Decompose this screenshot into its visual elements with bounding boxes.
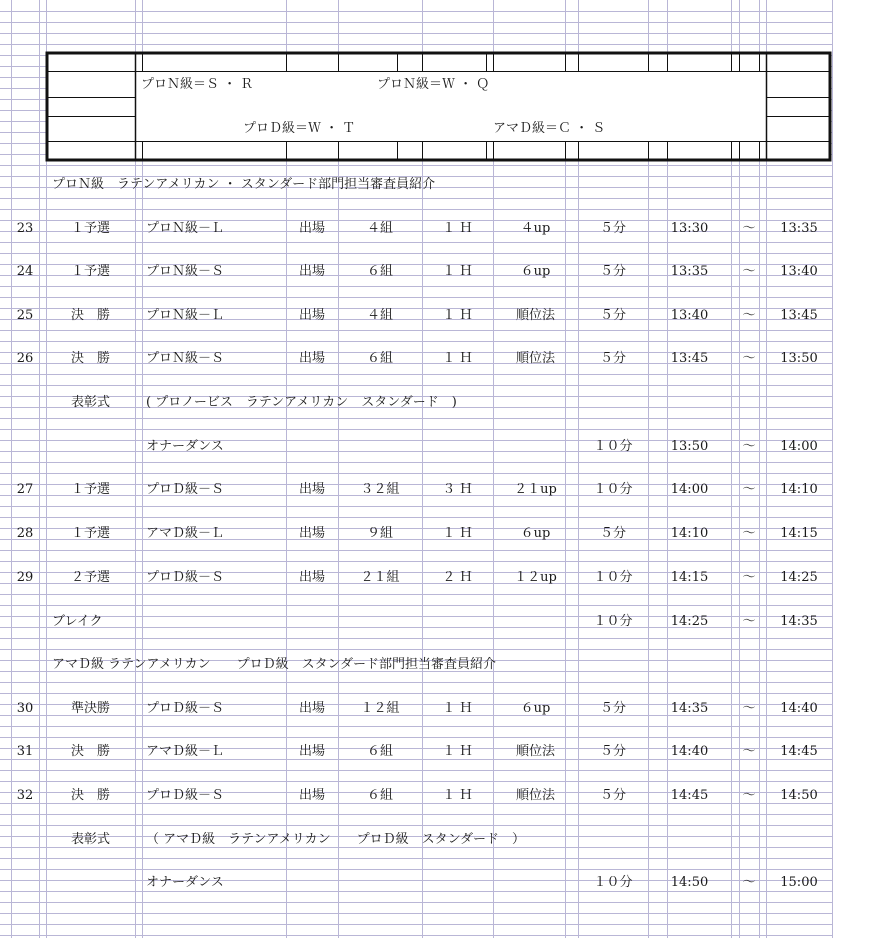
cell-event: アマＤ級－Ｌ (146, 744, 225, 759)
cell-rule: １２up (514, 570, 557, 585)
cell-rule: ４up (520, 221, 551, 236)
cell-start: 14:50 (670, 875, 709, 890)
cell-no: 30 (16, 701, 34, 716)
cell-rule: 順位法 (515, 351, 555, 366)
cell-heats: ２ Ｈ (442, 570, 473, 585)
cell-round: 準決勝 (70, 701, 110, 716)
honor-dance-label: オナーダンス (146, 439, 224, 454)
cell-no: 31 (16, 744, 34, 759)
cell-tilde: ～ (742, 308, 756, 323)
cell-entry: 出場 (298, 351, 325, 366)
cell-groups: ２１組 (360, 570, 400, 585)
break-label: ブレイク (52, 614, 103, 629)
cell-end: 14:50 (780, 788, 818, 803)
cell-groups: ４組 (366, 308, 393, 323)
cell-event: プロＤ級－Ｓ (146, 570, 225, 585)
cell-end: 14:00 (780, 439, 818, 454)
cell-round: 決 勝 (70, 788, 110, 803)
cell-end: 14:35 (780, 614, 818, 629)
cell-rule: ６up (520, 264, 551, 279)
cell-tilde: ～ (742, 351, 756, 366)
cell-duration: ５分 (599, 744, 626, 759)
cell-entry: 出場 (298, 308, 325, 323)
cell-event: プロＮ級－Ｌ (146, 221, 225, 236)
cell-groups: ６組 (366, 351, 393, 366)
cell-heats: ３ Ｈ (442, 482, 473, 497)
section-heading: アマＤ級 ラテンアメリカン プロＤ級 スタンダード部門担当審査員紹介 (52, 657, 497, 672)
cell-heats: １ Ｈ (442, 701, 473, 716)
cell-end: 14:25 (780, 570, 818, 585)
cell-round: １予選 (70, 526, 110, 541)
cell-start: 13:30 (670, 221, 709, 236)
ceremony-detail: ( プロノービス ラテンアメリカン スタンダード ) (146, 395, 457, 410)
cell-start: 14:40 (670, 744, 709, 759)
cell-start: 13:35 (670, 264, 709, 279)
cell-event: アマＤ級－Ｌ (146, 526, 225, 541)
cell-rule: 順位法 (515, 308, 555, 323)
cell-round: １予選 (70, 482, 110, 497)
cell-duration: ５分 (599, 701, 626, 716)
cell-end: 14:40 (780, 701, 818, 716)
cell-start: 13:45 (670, 351, 709, 366)
cell-end: 14:45 (780, 744, 818, 759)
cell-event: プロＮ級－Ｓ (146, 351, 225, 366)
cell-event: プロＮ級－Ｌ (146, 308, 225, 323)
cell-duration: １０分 (593, 439, 633, 454)
cell-duration: １０分 (593, 570, 633, 585)
ceremony-label: 表彰式 (70, 395, 110, 410)
cell-round: 決 勝 (70, 308, 110, 323)
ceremony-label: 表彰式 (70, 832, 110, 847)
cell-rule: ２１up (514, 482, 557, 497)
cell-tilde: ～ (742, 875, 756, 890)
cell-tilde: ～ (742, 701, 756, 716)
cell-event: プロＮ級－Ｓ (146, 264, 225, 279)
cell-groups: ６組 (366, 264, 393, 279)
cell-duration: ５分 (599, 308, 626, 323)
cell-duration: ５分 (599, 526, 626, 541)
cell-duration: ５分 (599, 788, 626, 803)
cell-round: 決 勝 (70, 351, 110, 366)
cell-round: ２予選 (70, 570, 110, 585)
cell-rule: 順位法 (515, 788, 555, 803)
cell-no: 26 (16, 351, 34, 366)
cell-tilde: ～ (742, 439, 756, 454)
cell-no: 23 (16, 221, 34, 236)
cell-groups: ９組 (366, 526, 393, 541)
cell-tilde: ～ (742, 788, 756, 803)
cell-duration: １０分 (593, 482, 633, 497)
honor-dance-label: オナーダンス (146, 875, 224, 890)
cell-groups: １２組 (360, 701, 400, 716)
legend-pro-d-standard: プロＤ級＝Ｗ ・ Ｔ (243, 121, 356, 136)
ceremony-detail: （ アマＤ級 ラテンアメリカン プロＤ級 スタンダード ） (146, 832, 526, 847)
section-heading: プロＮ級 ラテンアメリカン ・ スタンダード部門担当審査員紹介 (52, 177, 436, 192)
legend-pro-n-standard: プロＮ級＝Ｗ ・ Ｑ (377, 77, 490, 92)
cell-rule: 順位法 (515, 744, 555, 759)
cell-event: プロＤ級－Ｓ (146, 482, 225, 497)
cell-entry: 出場 (298, 221, 325, 236)
cell-heats: １ Ｈ (442, 526, 473, 541)
cell-rule: ６up (520, 526, 551, 541)
cell-end: 13:45 (780, 308, 818, 323)
cell-tilde: ～ (742, 526, 756, 541)
cell-end: 13:40 (780, 264, 818, 279)
legend-am-d-latin: アマＤ級＝Ｃ ・ Ｓ (493, 121, 606, 136)
cell-duration: ５分 (599, 351, 626, 366)
cell-start: 14:15 (670, 570, 709, 585)
cell-rule: ６up (520, 701, 551, 716)
cell-heats: １ Ｈ (442, 744, 473, 759)
cell-entry: 出場 (298, 788, 325, 803)
cell-duration: １０分 (593, 875, 633, 890)
cell-start: 14:45 (670, 788, 709, 803)
cell-entry: 出場 (298, 570, 325, 585)
cell-end: 13:50 (780, 351, 818, 366)
cell-no: 32 (16, 788, 34, 803)
cell-no: 24 (16, 264, 34, 279)
cell-groups: ６組 (366, 744, 393, 759)
cell-tilde: ～ (742, 570, 756, 585)
cell-event: プロＤ級－Ｓ (146, 788, 225, 803)
cell-end: 14:10 (780, 482, 818, 497)
cell-tilde: ～ (742, 744, 756, 759)
cell-no: 25 (16, 308, 34, 323)
cell-tilde: ～ (742, 264, 756, 279)
cell-heats: １ Ｈ (442, 308, 473, 323)
cell-round: １予選 (70, 221, 110, 236)
cell-entry: 出場 (298, 482, 325, 497)
cell-heats: １ Ｈ (442, 264, 473, 279)
cell-start: 14:10 (670, 526, 709, 541)
cell-no: 29 (16, 570, 34, 585)
legend-pro-n-latin: プロＮ級＝Ｓ ・ Ｒ (141, 77, 254, 92)
legend-frame (47, 53, 830, 160)
cell-no: 27 (16, 482, 34, 497)
cell-end: 15:00 (780, 875, 818, 890)
cell-groups: ３２組 (360, 482, 400, 497)
cell-entry: 出場 (298, 744, 325, 759)
cell-start: 14:00 (670, 482, 709, 497)
cell-tilde: ～ (742, 614, 756, 629)
cell-event: プロＤ級－Ｓ (146, 701, 225, 716)
cell-groups: ６組 (366, 788, 393, 803)
cell-heats: １ Ｈ (442, 788, 473, 803)
cell-duration: ５分 (599, 264, 626, 279)
cell-entry: 出場 (298, 526, 325, 541)
cell-round: １予選 (70, 264, 110, 279)
cell-groups: ４組 (366, 221, 393, 236)
cell-tilde: ～ (742, 221, 756, 236)
cell-round: 決 勝 (70, 744, 110, 759)
cell-start: 14:35 (670, 701, 709, 716)
cell-start: 13:50 (670, 439, 709, 454)
cell-start: 13:40 (670, 308, 709, 323)
cell-end: 14:15 (780, 526, 818, 541)
cell-heats: １ Ｈ (442, 221, 473, 236)
cell-start: 14:25 (670, 614, 709, 629)
cell-duration: ５分 (599, 221, 626, 236)
cell-duration: １０分 (593, 614, 633, 629)
cell-tilde: ～ (742, 482, 756, 497)
cell-heats: １ Ｈ (442, 351, 473, 366)
cell-entry: 出場 (298, 701, 325, 716)
cell-entry: 出場 (298, 264, 325, 279)
cell-no: 28 (16, 526, 34, 541)
cell-end: 13:35 (780, 221, 818, 236)
